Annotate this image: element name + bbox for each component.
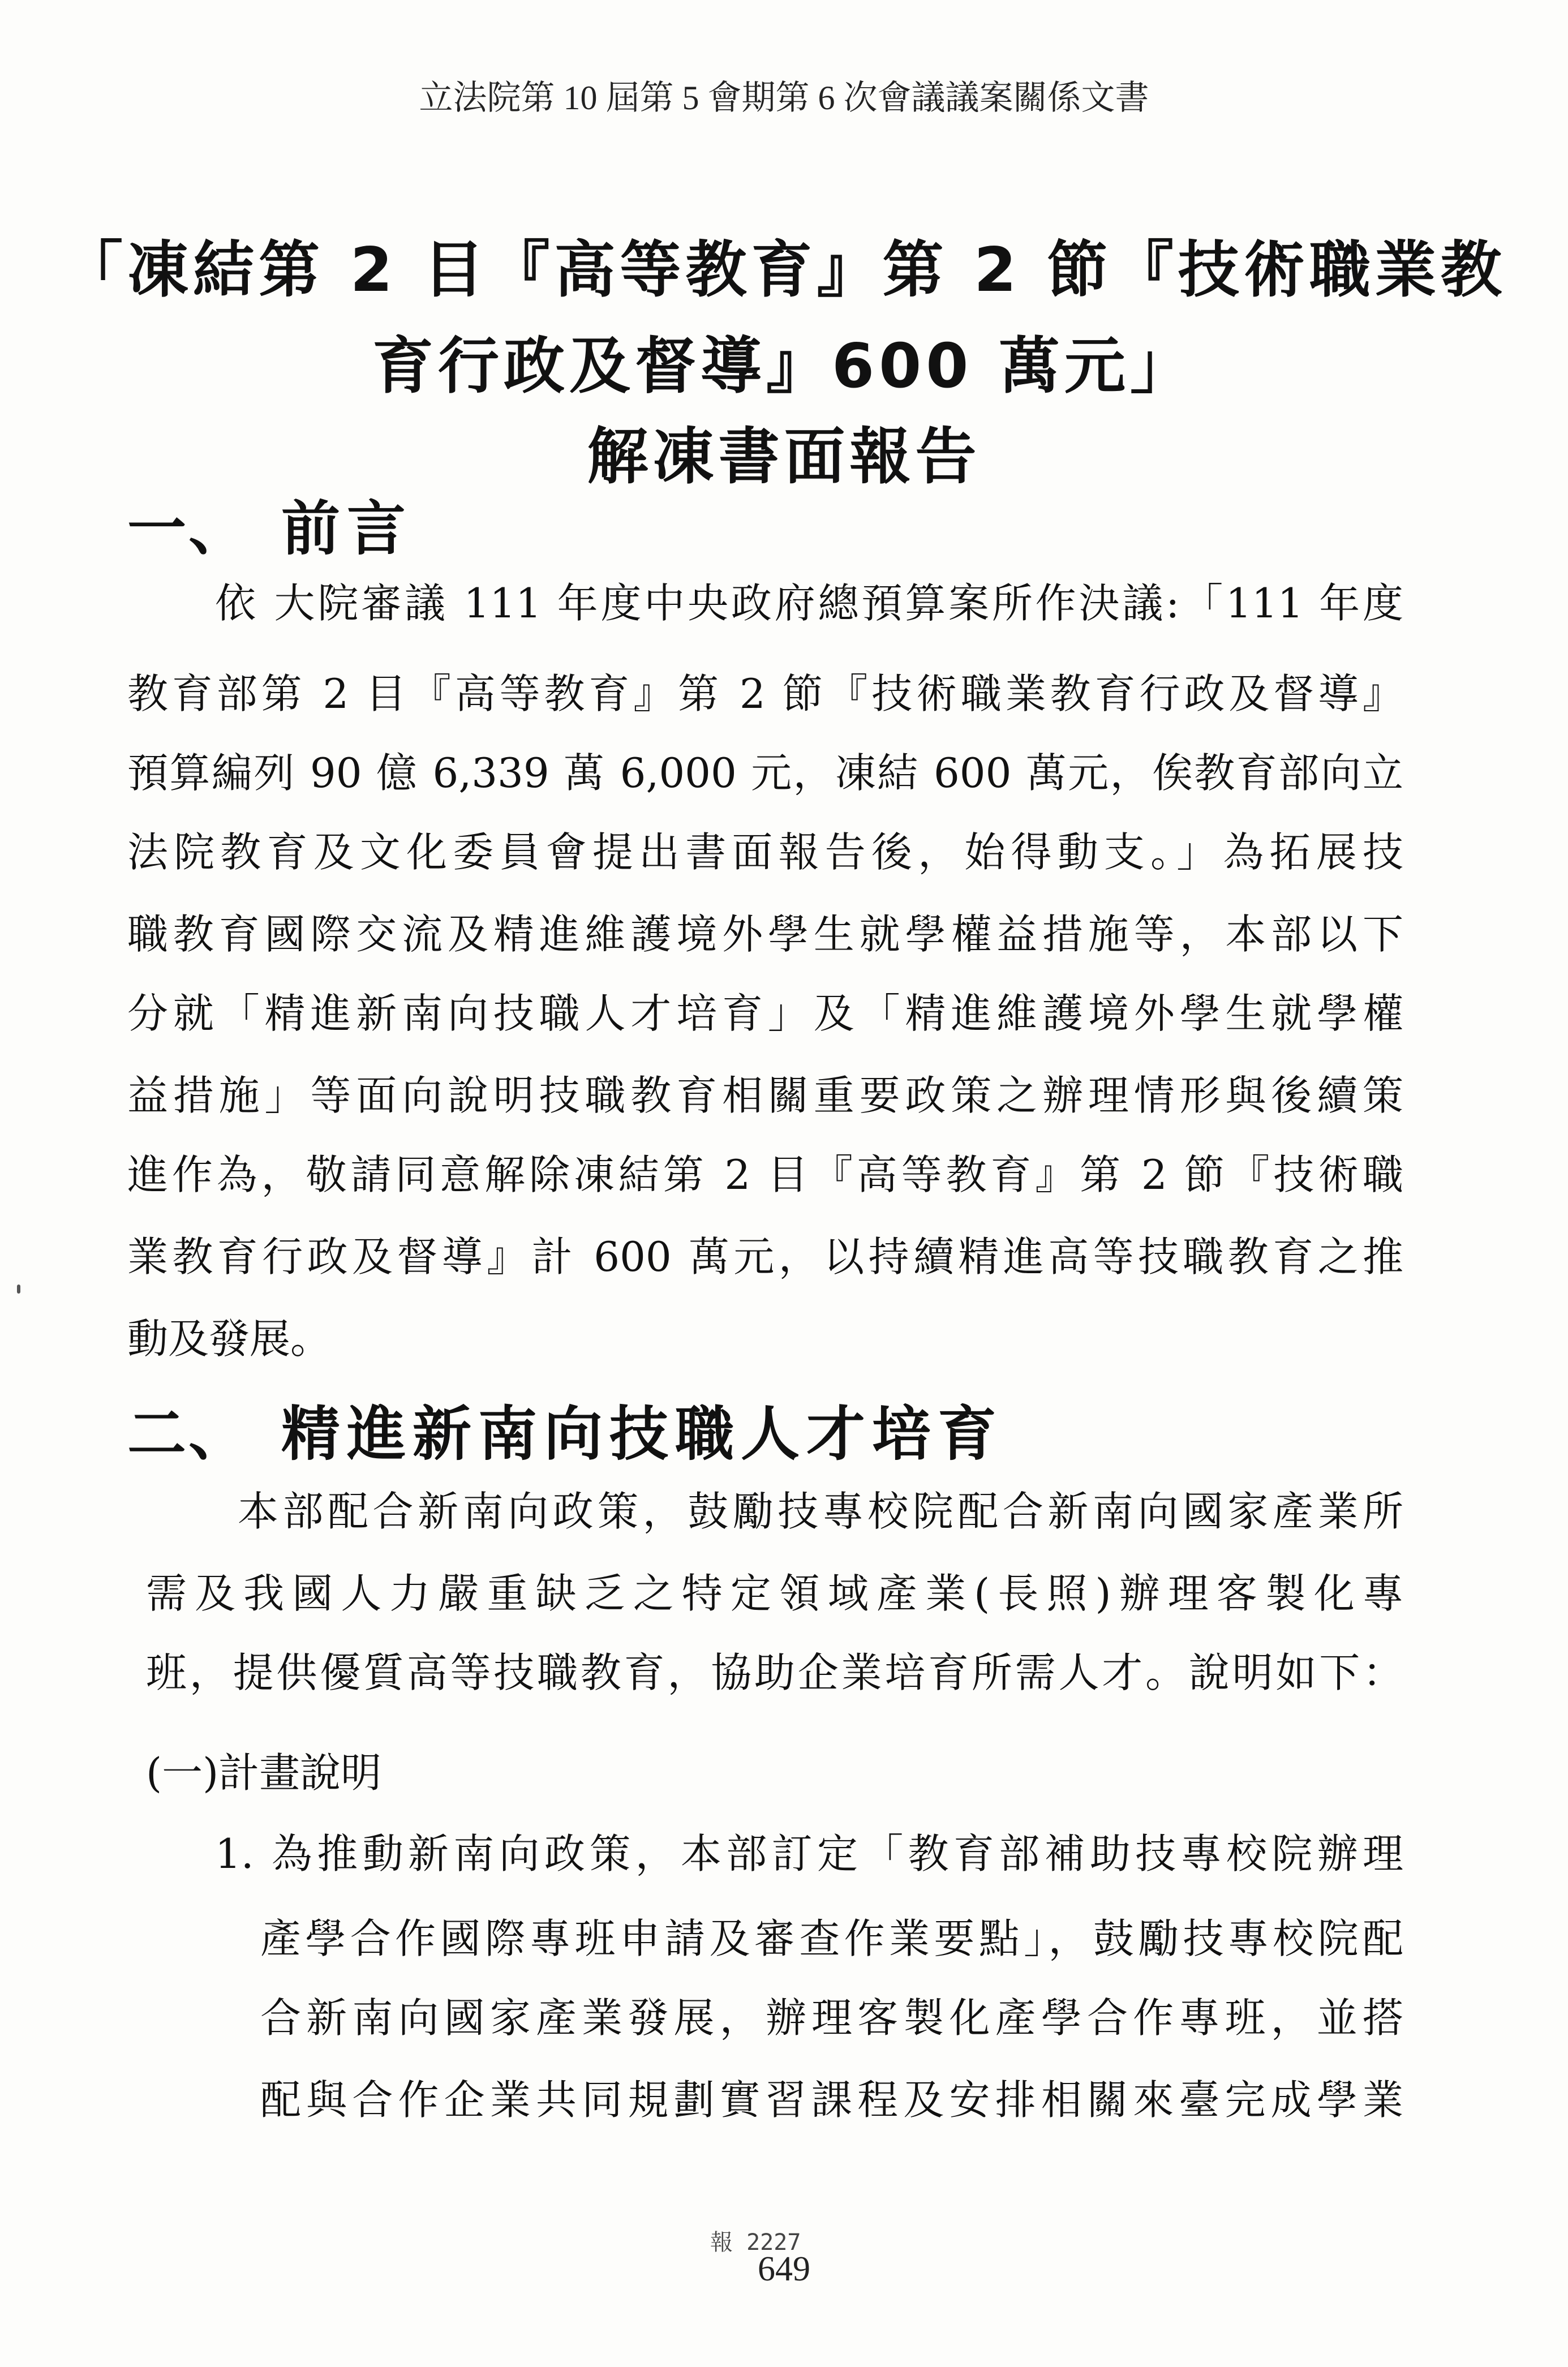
paragraph-line: 預算編列 90 億 6,339 萬 6,000 元，凍結 600 萬元，俟教育部向立 [127,749,1403,797]
section-2-title: 精進新南向技職人才培育 [281,1399,1004,1468]
paragraph-line: 依 大院審議 111 年度中央政府總預算案所作決議:「111 年度 [215,579,1403,627]
list-item-line: 產學合作國際專班申請及審查作業要點」，鼓勵技專校院配 [260,1915,1403,1962]
paragraph-line: 職教育國際交流及精進維護境外學生就學權益措施等，本部以下 [127,910,1403,958]
paragraph-line: 業教育行政及督導』計 600 萬元，以持續精進高等技職教育之推 [127,1233,1403,1281]
clipped-report-stamp: 報 2227 [710,2229,801,2256]
section-1-number: 一、 [127,494,250,563]
report-title-line-1: 「凍結第 2 目『高等教育』第 2 節『技術職業教 [62,235,1506,306]
paragraph-line: 教育部第 2 目『高等教育』第 2 節『技術職業教育行政及督導』 [127,670,1403,718]
paragraph-line: 班，提供優質高等技職教育，協助企業培育所需人才。說明如下： [146,1649,1403,1696]
paragraph-line: 法院教育及文化委員會提出書面報告後，始得動支。」為拓展技 [127,828,1403,876]
paragraph-line: 動及發展。 [127,1315,332,1363]
report-title-line-3: 解凍書面報告 [587,422,981,492]
section-1-heading [127,481,413,566]
paragraph-line: 進作為，敬請同意解除凍結第 2 目『高等教育』第 2 節『技術職 [127,1151,1403,1198]
section-2-number: 二、 [127,1399,250,1468]
report-title-line-2: 育行政及督導』600 萬元」 [372,331,1196,402]
paragraph-line: 益措施」等面向說明技職教育相關重要政策之辦理情形與後續策 [127,1072,1403,1119]
document-header: 立法院第 10 屆第 5 會期第 6 次會議議案關係文書 [419,79,1149,117]
sub-heading-plan-description: (一)計畫說明 [146,1749,382,1797]
paragraph-line: 需及我國人力嚴重缺乏之特定領域產業(長照)辦理客製化專 [146,1570,1403,1617]
list-item-line: 1. 為推動新南向政策，本部訂定「教育部補助技專校院辦理 [215,1830,1403,1878]
list-item-line: 配與合作企業共同規劃實習課程及安排相關來臺完成學業 [260,2076,1403,2124]
list-item-line: 合新南向國家產業發展，辦理客製化產學合作專班，並搭 [260,1994,1403,2042]
section-1-title: 前言 [281,494,413,563]
scan-speck [17,1285,20,1294]
paragraph-line: 本部配合新南向政策，鼓勵技專校院配合新南向國家產業所 [238,1488,1403,1535]
paragraph-line: 分就「精進新南向技職人才培育」及「精進維護境外學生就學權 [127,990,1403,1037]
page-number: 649 [758,2250,810,2288]
section-2-heading [127,1386,1003,1471]
